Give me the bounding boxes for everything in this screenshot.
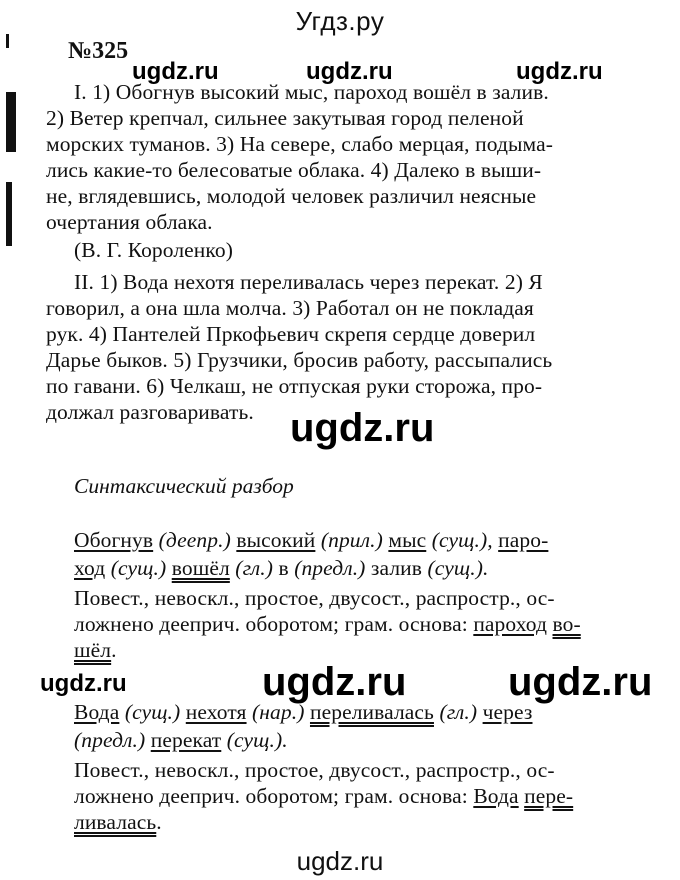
analysis-line xyxy=(74,700,533,725)
scan-edge-mark xyxy=(6,92,16,152)
pos-tag: (нар.) xyxy=(246,700,310,724)
pos-tag: (предл.) xyxy=(74,728,151,752)
site-header: Угдз.ру xyxy=(295,6,385,36)
text-line: говорил, а она шла молча. 3) Работал он не покладая xyxy=(46,296,534,320)
word: вошёл xyxy=(171,556,230,580)
text-line: II. 1) Вода нехотя переливалась через перекат. 2) Я xyxy=(74,270,543,294)
word: залив xyxy=(370,556,423,580)
text-line: морских туманов. 3) На севере, слабо мерцая, подыма- xyxy=(46,132,553,156)
text-line: рук. 4) Пантелей Пркофьевич скрепя сердце доверил xyxy=(46,322,536,346)
watermark: ugdz.ru xyxy=(508,660,653,704)
word: перекат xyxy=(150,728,222,752)
pos-tag: (сущ.) xyxy=(119,700,186,724)
word: в xyxy=(278,556,289,580)
description-line: ложнено дееприч. оборотом; грам. основа: пароход во- xyxy=(74,612,581,636)
pos-tag: (сущ.). xyxy=(221,728,288,752)
word: высокий xyxy=(236,528,316,552)
pos-tag: (деепр.) xyxy=(153,528,237,552)
analysis-line xyxy=(74,728,288,753)
word: через xyxy=(482,700,533,724)
word: мыс xyxy=(388,528,427,552)
text-line: не, вглядевшись, молодой человек различил неясные xyxy=(46,184,537,208)
pos-tag: (сущ.). xyxy=(422,556,489,580)
watermark: ugdz.ru xyxy=(516,58,603,85)
description-line: ливалась. xyxy=(74,810,162,834)
description-line: Повест., невоскл., простое, двусост., распростр., ос- xyxy=(74,758,555,782)
word: паро- xyxy=(498,528,549,552)
word: Обогнув xyxy=(74,528,154,552)
watermark: ugdz.ru xyxy=(40,670,127,697)
word: нехотя xyxy=(185,700,247,724)
text-line: очертания облака. xyxy=(46,210,213,234)
predicate: шёл xyxy=(74,638,112,662)
watermark: ugdz.ru xyxy=(132,58,219,85)
pos-tag: (прил.) xyxy=(315,528,389,552)
pos-tag: (гл.) xyxy=(433,700,483,724)
subject: пароход xyxy=(473,612,548,636)
exercise-number: №325 xyxy=(68,38,129,64)
analysis-line xyxy=(74,556,488,581)
description-line: шёл. xyxy=(74,638,117,662)
watermark: ugdz.ru xyxy=(290,406,435,450)
analysis-line xyxy=(74,528,548,553)
text-line: 2) Ветер крепчал, сильнее закутывая город пеленой xyxy=(46,106,524,130)
subject: Вода xyxy=(473,784,519,808)
scan-edge-mark xyxy=(6,182,12,246)
pos-tag: (гл.) xyxy=(229,556,279,580)
text-line: I. 1) Обогнув высокий мыс, пароход вошёл в залив. xyxy=(74,80,549,104)
pos-tag: (сущ.), xyxy=(426,528,499,552)
word: переливалась xyxy=(309,700,434,724)
text-line: должал разговаривать. xyxy=(46,400,254,424)
text-line: лись какие-то белесоватые облака. 4) Далеко в выши- xyxy=(46,158,542,182)
site-footer: ugdz.ru xyxy=(296,846,384,876)
author-line: (В. Г. Короленко) xyxy=(74,238,233,262)
description-line: Повест., невоскл., простое, двусост., распростр., ос- xyxy=(74,586,555,610)
scan-edge-mark xyxy=(6,34,9,48)
word: Вода xyxy=(74,700,120,724)
pos-tag: (предл.) xyxy=(288,556,371,580)
word: ход xyxy=(74,556,106,580)
predicate: ливалась xyxy=(74,810,157,834)
text-line: по гавани. 6) Челкаш, не отпуская руки сторожа, про- xyxy=(46,374,543,398)
predicate: пере- xyxy=(524,784,574,808)
pos-tag: (сущ.) xyxy=(105,556,172,580)
watermark: ugdz.ru xyxy=(306,58,393,85)
predicate: во- xyxy=(552,612,581,636)
description-line: ложнено дееприч. оборотом; грам. основа: Вода пере- xyxy=(74,784,574,808)
analysis-title: Синтаксический разбор xyxy=(74,474,294,498)
text-line: Дарье быков. 5) Грузчики, бросив работу, рассыпались xyxy=(46,348,553,372)
watermark: ugdz.ru xyxy=(262,660,407,704)
